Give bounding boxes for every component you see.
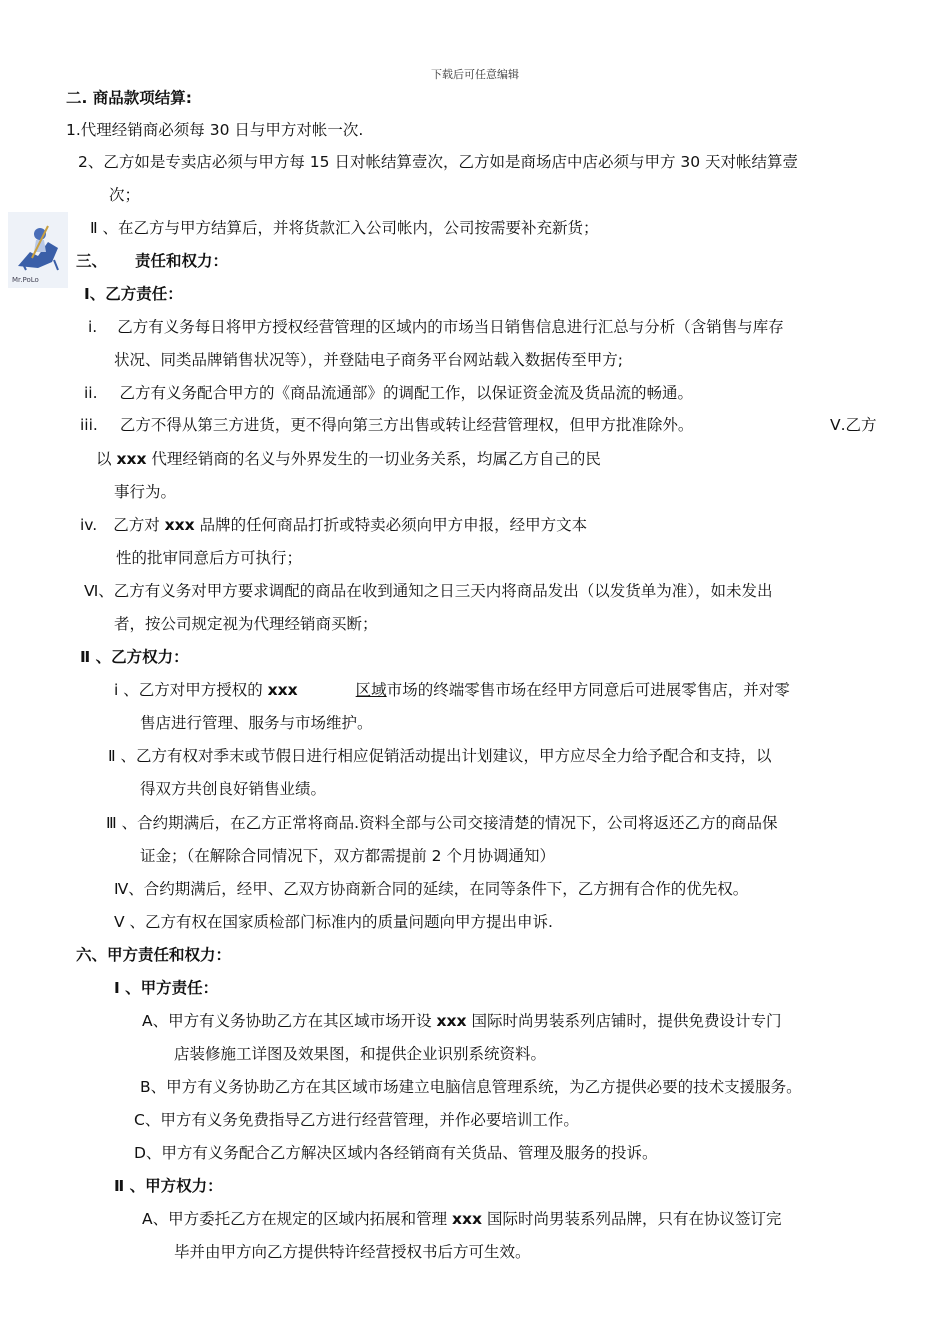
text-segment: A、甲方委托乙方在规定的区域内拓展和管理 (142, 1210, 448, 1228)
list-item (142, 1209, 782, 1229)
list-item: Ⅱ 、乙方有权对季末或节假日进行相应促销活动提出计划建议，甲方应尽全力给予配合和支持，以 (108, 747, 772, 765)
paragraph-line (96, 449, 601, 469)
item-text: 乙方不得从第三方进货，更不得向第三方出售或转让经营管理权，但甲方批准除外。 (119, 416, 694, 434)
section-title: 责任和权力： (135, 252, 229, 270)
paragraph-line: 得双方共创良好销售业绩。 (140, 780, 327, 798)
brand-placeholder: xxx (436, 1012, 467, 1030)
item-text: 乙方有义务每日将甲方授权经营管理的区域内的市场当日销售信息进行汇总与分析（含销售与库存 (117, 318, 784, 336)
paragraph-line: 状况、同类品牌销售状况等），并登陆电子商务平台网站载入数据传至甲方; (114, 351, 623, 369)
list-item (80, 415, 693, 435)
item-marker: iii. (80, 416, 98, 434)
list-item (84, 383, 693, 403)
section-heading-settlement: 二. 商品款项结算: (66, 89, 192, 107)
text-segment: 国际时尚男装系列店铺时，提供免费设计专门 (471, 1012, 782, 1030)
brand-placeholder: xxx (267, 681, 298, 699)
list-item (88, 317, 784, 337)
paragraph-line: 2、乙方如是专卖店必须与甲方每 15 日对帐结算壹次，乙方如是商场店中店必须与甲方 30 天对帐结算壹 (78, 153, 799, 171)
brand-placeholder: xxx (164, 516, 195, 534)
brand-placeholder: xxx (452, 1210, 483, 1228)
section-heading-party-a: 六、甲方责任和权力： (76, 946, 232, 964)
list-item: B、甲方有义务协助乙方在其区域市场建立电脑信息管理系统，为乙方提供必要的技术支援服务。 (140, 1078, 802, 1096)
list-item (80, 515, 587, 535)
list-item (142, 1011, 782, 1031)
item-marker: ii. (84, 384, 98, 402)
subsection-heading: Ⅱ 、乙方权力： (80, 648, 189, 666)
paragraph-line: 者，按公司规定视为代理经销商买断； (114, 615, 378, 633)
subsection-heading: Ⅰ、乙方责任： (84, 285, 183, 303)
item-marker: i. (88, 318, 98, 336)
item-marker: iv. (80, 516, 98, 534)
paragraph-line: Ⅱ 、在乙方与甲方结算后，并将货款汇入公司帐内，公司按需要补充新货； (90, 219, 599, 237)
section-heading-responsibility (76, 251, 228, 271)
paragraph-line: 证金；（在解除合同情况下，双方都需提前 2 个月协调通知） (140, 847, 555, 865)
text-segment: 国际时尚男装系列品牌，只有在协议签订完 (486, 1210, 782, 1228)
list-item: C、甲方有义务免费指导乙方进行经营管理，并作必要培训工作。 (134, 1111, 579, 1129)
paragraph-line: 性的批审同意后方可执行； (116, 549, 303, 567)
text-segment: 以 (96, 450, 112, 468)
paragraph-line: 毕并由甲方向乙方提供特许经营授权书后方可生效。 (174, 1243, 531, 1261)
paragraph-line: 事行为。 (114, 483, 177, 501)
list-item: Ⅲ 、合约期满后，在乙方正常将商品.资料全部与公司交接清楚的情况下，公司将返还乙方的商品保 (106, 814, 778, 832)
list-item: Ⅳ、合约期满后，经甲、乙双方协商新合同的延续，在同等条件下，乙方拥有合作的优先权。 (114, 880, 749, 898)
subsection-heading: Ⅰ 、甲方责任： (114, 979, 219, 997)
text-segment: A、甲方有义务协助乙方在其区域市场开设 (142, 1012, 432, 1030)
paragraph-line: 售店进行管理、服务与市场维护。 (140, 714, 373, 732)
polo-logo (8, 212, 68, 288)
list-item (114, 680, 790, 700)
brand-placeholder: xxx (116, 450, 147, 468)
text-segment: 区域 (355, 681, 387, 699)
paragraph-line: 次； (109, 186, 141, 204)
text-segment: 乙方对 (113, 516, 160, 534)
list-item: D、甲方有义务配合乙方解决区域内各经销商有关货品、管理及服务的投诉。 (134, 1144, 658, 1162)
paragraph-line: 店装修施工详图及效果图，和提供企业识别系统资料。 (174, 1045, 547, 1063)
text-segment: ⅰ 、乙方对甲方授权的 (114, 681, 263, 699)
list-item: Ⅵ、乙方有义务对甲方要求调配的商品在收到通知之日三天内将商品发出（以发货单为准），如未发出 (84, 582, 773, 600)
paragraph-line: Ⅴ.乙方 (830, 416, 877, 434)
text-segment: 代理经销商的名义与外界发生的一切业务关系，均属乙方自己的民 (151, 450, 601, 468)
subsection-heading: Ⅱ 、甲方权力： (114, 1177, 223, 1195)
logo-text: Mr.PoLo (12, 276, 39, 284)
text-segment: 市场的终端零售市场在经甲方同意后可进展零售店，并对零 (386, 681, 790, 699)
region-blank (298, 681, 387, 699)
text-segment: 品牌的任何商品打折或特卖必须向甲方申报，经甲方文本 (199, 516, 588, 534)
list-item: Ⅴ 、乙方有权在国家质检部门标准内的质量问题向甲方提出申诉. (114, 913, 553, 931)
section-number: 三、 (76, 252, 108, 270)
page-header-note: 下载后可任意编辑 (431, 68, 519, 81)
paragraph-line: 1.代理经销商必须每 30 日与甲方对帐一次. (66, 121, 364, 139)
item-text: 乙方有义务配合甲方的《商品流通部》的调配工作，以保证资金流及货品流的畅通。 (119, 384, 694, 402)
